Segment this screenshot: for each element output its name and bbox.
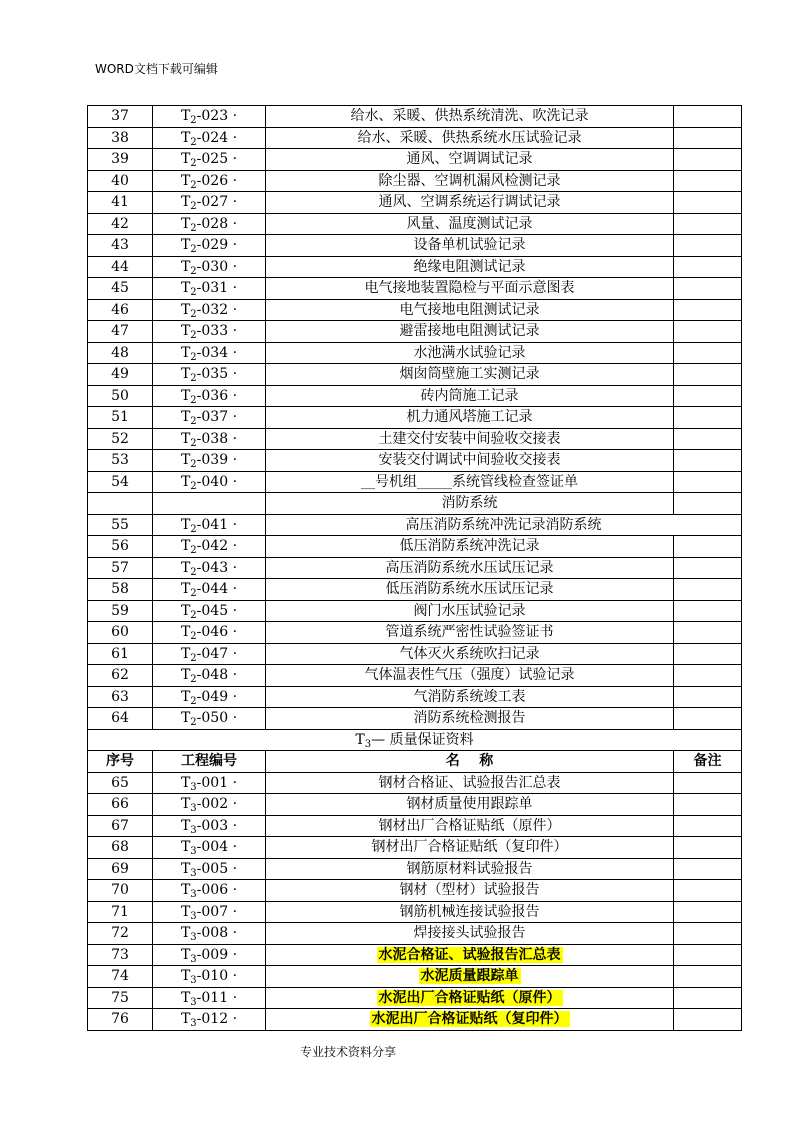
header-remark: 备注 [674,751,742,773]
section-title: 消防系统 [266,493,674,515]
header-note: WORD文档下载可编辑 [95,62,218,76]
remark-cell [674,364,742,386]
record-name: 气消防系统竣工表 [266,686,674,708]
table-row [88,686,742,708]
table-row [88,622,742,644]
project-code: $T_2-030$ · [153,256,266,278]
row-number: 39 [88,149,153,171]
project-code: $T_2-041$ · [153,514,266,536]
header-name: 名 称 [266,751,674,773]
project-code: $T_3-005$ · [153,858,266,880]
record-name: 除尘器、空调机漏风检测记录 [266,170,674,192]
row-number: 50 [88,385,153,407]
record-name: 钢筋机械连接试验报告 [266,901,674,923]
row-number: 69 [88,858,153,880]
table-row [88,858,742,880]
row-number: 72 [88,923,153,945]
remark-cell [674,966,742,988]
project-code: $T_2-023$ · [153,106,266,128]
project-code: $T_2-037$ · [153,407,266,429]
record-name: 绝缘电阻测试记录 [266,256,674,278]
remark-cell [674,450,742,472]
table-row [88,536,742,558]
project-code: $T_2-038$ · [153,428,266,450]
row-number: 53 [88,450,153,472]
project-code: $T_2-050$ · [153,708,266,730]
record-name: 通风、空调系统运行调试记录 [266,192,674,214]
remark-cell [674,794,742,816]
remark-cell [674,149,742,171]
table-row [88,170,742,192]
row-number: 70 [88,880,153,902]
record-name: 消防系统检测报告 [266,708,674,730]
project-code: $T_2-045$ · [153,600,266,622]
row-number: 61 [88,643,153,665]
table-row [88,106,742,128]
project-code: $T_3-001$ · [153,772,266,794]
row-number: 73 [88,944,153,966]
project-code: $T_3-004$ · [153,837,266,859]
table-row [88,772,742,794]
table-row [88,385,742,407]
project-code: $T_2-042$ · [153,536,266,558]
remark-cell [674,1009,742,1031]
project-code: $T_3-003$ · [153,815,266,837]
table-row [88,794,742,816]
record-name: 电气接地装置隐检与平面示意图表 [266,278,674,300]
table-header-row [88,751,742,773]
header-code: 工程编号 [153,751,266,773]
table-row [88,643,742,665]
remark-cell [674,299,742,321]
row-number: 76 [88,1009,153,1031]
row-number: 68 [88,837,153,859]
table-row [88,880,742,902]
record-name: 通风、空调调试记录 [266,149,674,171]
row-number: 49 [88,364,153,386]
header-number: 序号 [88,751,153,773]
table-row [88,901,742,923]
project-code: $T_3-011$ · [153,987,266,1009]
section-row-t3 [88,729,742,751]
table-row [88,299,742,321]
record-name: 低压消防系统冲洗记录 [266,536,674,558]
record-name: 避雷接地电阻测试记录 [266,321,674,343]
project-code: $T_2-040$ · [153,471,266,493]
row-number: 43 [88,235,153,257]
project-code: $T_2-048$ · [153,665,266,687]
table-row [88,127,742,149]
table-row [88,966,742,988]
table-row [88,235,742,257]
table-row [88,407,742,429]
remark-cell [674,170,742,192]
row-number: 37 [88,106,153,128]
remark-cell [674,256,742,278]
table-row [88,514,742,536]
row-number: 59 [88,600,153,622]
project-code: $T_2-031$ · [153,278,266,300]
footer-note: 专业技术资料分享 [300,1045,397,1059]
record-name: 低压消防系统水压试压记录 [266,579,674,601]
remark-cell [674,772,742,794]
project-code: $T_2-043$ · [153,557,266,579]
record-name: 焊接接头试验报告 [266,923,674,945]
record-name: 给水、采暖、供热系统水压试验记录 [266,127,674,149]
record-name: 水池满水试验记录 [266,342,674,364]
remark-cell [674,622,742,644]
record-name-highlighted [266,987,674,1009]
row-number: 41 [88,192,153,214]
project-code: $T_3-010$ · [153,966,266,988]
table-row [88,944,742,966]
project-code: $T_2-049$ · [153,686,266,708]
table-row [88,321,742,343]
remark-cell [674,471,742,493]
project-code: $T_2-044$ · [153,579,266,601]
row-number: 46 [88,299,153,321]
project-code: $T_2-033$ · [153,321,266,343]
record-name: 钢材出厂合格证贴纸（原件） [266,815,674,837]
project-code: $T_2-026$ · [153,170,266,192]
project-code: $T_2-028$ · [153,213,266,235]
record-name: 电气接地电阻测试记录 [266,299,674,321]
row-number: 66 [88,794,153,816]
table-row [88,450,742,472]
row-number: 67 [88,815,153,837]
table-row [88,471,742,493]
row-number: 63 [88,686,153,708]
project-code: $T_3-007$ · [153,901,266,923]
table-row [88,579,742,601]
record-name: 管道系统严密性试验签证书 [266,622,674,644]
remark-cell [674,342,742,364]
row-number: 58 [88,579,153,601]
project-code: $T_3-009$ · [153,944,266,966]
remark-cell [674,665,742,687]
table-row [88,815,742,837]
record-name: 风量、温度测试记录 [266,213,674,235]
section-title: $T_3—$ 质量保证资料 [88,729,742,751]
highlight-mark: 水泥合格证、试验报告汇总表 [378,946,561,963]
records-table [87,105,742,1031]
row-number: 42 [88,213,153,235]
remark-cell [674,600,742,622]
remark-cell [674,213,742,235]
record-name: 钢筋原材料试验报告 [266,858,674,880]
table-row [88,342,742,364]
record-name: 设备单机试验记录 [266,235,674,257]
highlight-mark: 水泥质量跟踪单 [420,968,519,985]
row-number: 45 [88,278,153,300]
table-row [88,837,742,859]
record-name: 钢材（型材）试验报告 [266,880,674,902]
remark-cell [674,127,742,149]
project-code: $T_2-029$ · [153,235,266,257]
remark-cell [674,944,742,966]
remark-cell [674,987,742,1009]
row-number: 75 [88,987,153,1009]
record-name: 钢材合格证、试验报告汇总表 [266,772,674,794]
project-code: $T_3-006$ · [153,880,266,902]
project-code: $T_2-032$ · [153,299,266,321]
record-name: 机力通风塔施工记录 [266,407,674,429]
project-code: $T_2-027$ · [153,192,266,214]
project-code: $T_3-008$ · [153,923,266,945]
row-number: 74 [88,966,153,988]
project-code: $T_3-012$ · [153,1009,266,1031]
section-row-fire [88,493,742,515]
table-row [88,192,742,214]
record-name: 高压消防系统冲洗记录消防系统 [266,514,742,536]
record-name: 钢材出厂合格证贴纸（复印件） [266,837,674,859]
row-number: 71 [88,901,153,923]
project-code: $T_2-025$ · [153,149,266,171]
remark-cell [674,686,742,708]
record-name-highlighted [266,966,674,988]
record-name: 给水、采暖、供热系统清洗、吹洗记录 [266,106,674,128]
project-code: $T_2-034$ · [153,342,266,364]
record-name: 砖内筒施工记录 [266,385,674,407]
table-row [88,1009,742,1031]
row-number: 64 [88,708,153,730]
remark-cell [674,880,742,902]
record-name: 钢材质量使用跟踪单 [266,794,674,816]
remark-cell [674,407,742,429]
highlight-mark: 水泥出厂合格证贴纸（复印件） [371,1011,568,1028]
table-row [88,923,742,945]
record-name: 阀门水压试验记录 [266,600,674,622]
remark-cell [674,579,742,601]
project-code: $T_2-036$ · [153,385,266,407]
remark-cell [674,536,742,558]
remark-cell [674,385,742,407]
remark-cell [674,858,742,880]
record-name: 高压消防系统水压试压记录 [266,557,674,579]
record-name: 烟囱筒壁施工实测记录 [266,364,674,386]
table-row [88,256,742,278]
record-name: 土建交付安装中间验收交接表 [266,428,674,450]
project-code: $T_2-047$ · [153,643,266,665]
remark-cell [674,837,742,859]
project-code: $T_2-024$ · [153,127,266,149]
row-number: 38 [88,127,153,149]
row-number: 56 [88,536,153,558]
remark-cell [674,428,742,450]
project-code: $T_3-002$ · [153,794,266,816]
table-row [88,364,742,386]
table-row [88,600,742,622]
table-row [88,987,742,1009]
row-number: 48 [88,342,153,364]
record-name-highlighted [266,1009,674,1031]
row-number: 55 [88,514,153,536]
table-row [88,213,742,235]
record-name-highlighted [266,944,674,966]
row-number: 44 [88,256,153,278]
project-code: $T_2-039$ · [153,450,266,472]
remark-cell [674,321,742,343]
table-row [88,149,742,171]
row-number: 52 [88,428,153,450]
remark-cell [674,235,742,257]
highlight-mark: 水泥出厂合格证贴纸（原件） [378,989,561,1006]
row-number: 62 [88,665,153,687]
row-number: 47 [88,321,153,343]
record-name: __号机组_____系统管线检查签证单 [266,471,674,493]
table-row [88,557,742,579]
row-number: 60 [88,622,153,644]
remark-cell [674,923,742,945]
remark-cell [674,106,742,128]
project-code: $T_2-035$ · [153,364,266,386]
remark-cell [674,708,742,730]
row-number: 57 [88,557,153,579]
remark-cell [674,901,742,923]
project-code: $T_2-046$ · [153,622,266,644]
record-name: 气体温表性气压（强度）试验记录 [266,665,674,687]
remark-cell [674,815,742,837]
table-row [88,278,742,300]
row-number: 40 [88,170,153,192]
remark-cell [674,557,742,579]
record-name: 安装交付调试中间验收交接表 [266,450,674,472]
row-number: 51 [88,407,153,429]
row-number: 65 [88,772,153,794]
row-number: 54 [88,471,153,493]
remark-cell [674,643,742,665]
remark-cell [674,278,742,300]
remark-cell [674,192,742,214]
table-row [88,428,742,450]
table-row [88,708,742,730]
table-row [88,665,742,687]
record-name: 气体灭火系统吹扫记录 [266,643,674,665]
